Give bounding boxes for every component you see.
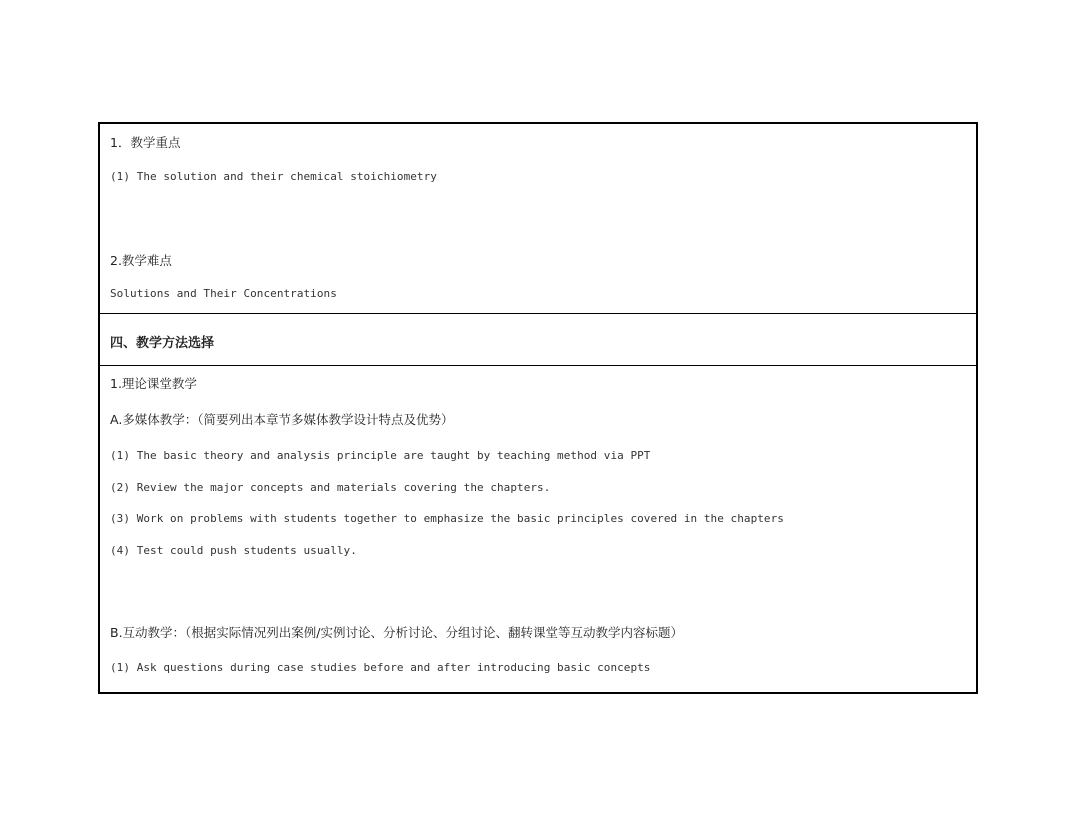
multimedia-heading: A.多媒体教学：（简要列出本章节多媒体教学设计特点及优势） [110,412,454,427]
interactive-heading: B.互动教学：（根据实际情况列出案例/实例讨论、分析讨论、分组讨论、翻转课堂等互动教学内容标题） [110,625,684,640]
key-points-item: (1) The solution and their chemical stoichiometry [110,170,437,183]
multimedia-item: (4) Test could push students usually. [110,544,357,557]
key-points-heading: 1．教学重点 [110,135,181,150]
theory-heading: 1.理论课堂教学 [110,376,197,391]
multimedia-item: (2) Review the major concepts and materials covering the chapters. [110,481,551,494]
multimedia-item: (3) Work on problems with students together to emphasize the basic principles covered in the chapters [110,512,784,525]
theory-section [100,366,976,694]
multimedia-item: (1) The basic theory and analysis principle are taught by teaching method via PPT [110,449,651,462]
interactive-item: (1) Ask questions during case studies before and after introducing basic concepts [110,661,651,674]
methods-title-row [100,314,976,365]
syllabus-table [98,122,978,694]
methods-title: 四、教学方法选择 [110,336,215,351]
difficulties-item: Solutions and Their Concentrations [110,287,337,300]
difficulties-heading: 2.教学难点 [110,253,172,268]
focus-section [100,124,976,314]
